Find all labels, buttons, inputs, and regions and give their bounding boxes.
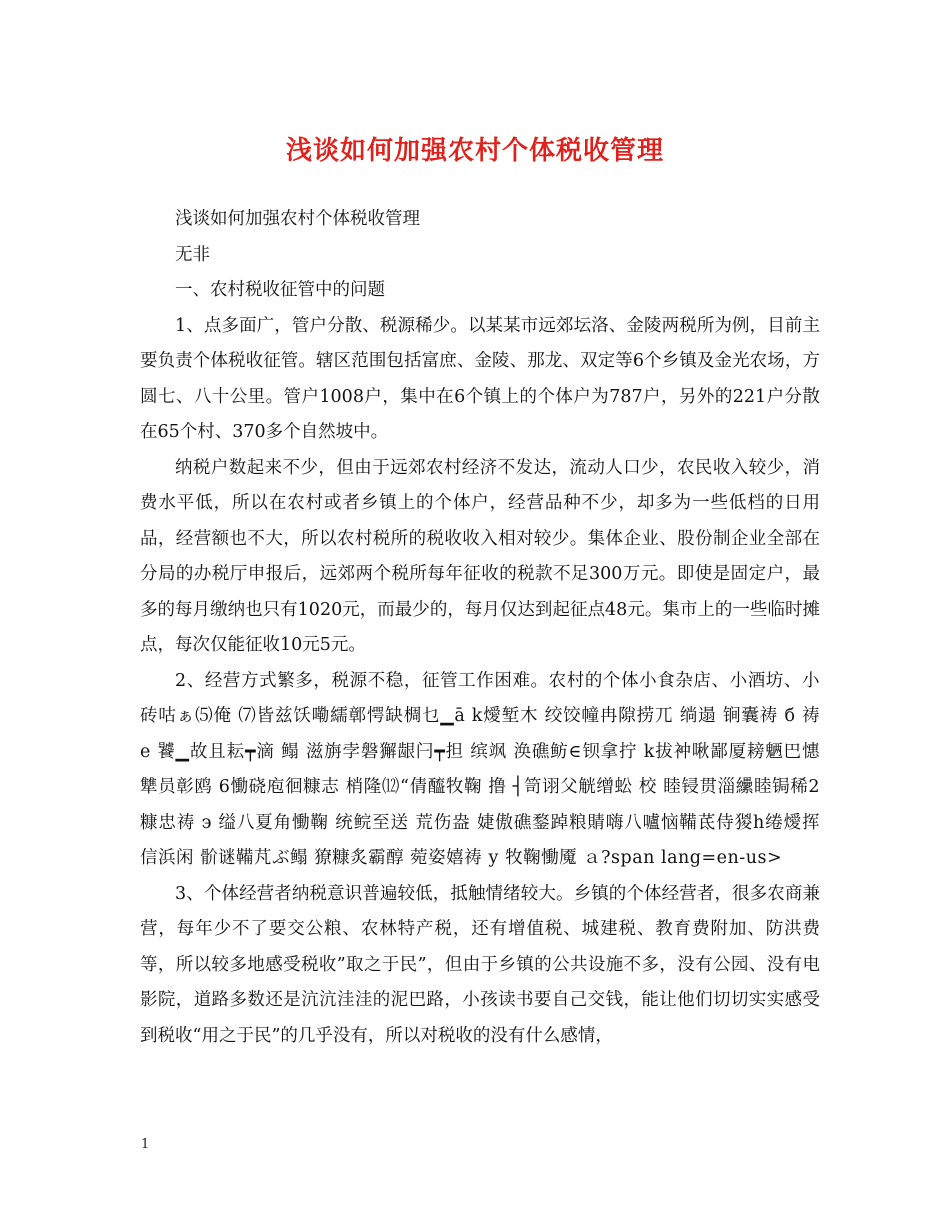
paragraph-subtitle: 浅谈如何加强农村个体税收管理 [175,209,420,229]
page-number: 1 [141,1137,150,1152]
paragraph: 纳税户数起来不少，但由于远郊农村经济不发达，流动人口少，农民收入较少，消费水平低，所以在农村或者乡镇上的个体户，经营品种不少，却多为一些低档的日用品，经营额也不大，所以农村税所的税收收入相对较少。集体企业、股份制企业全部在分局的办税厅申报后，远郊两个税所每年征收的税款不足300万元。即使是固定户，最多的每月缴纳也只有1020元，而最少的，每月仅达到起征点48元。集市上的一些临时摊点，每次仅能征收10元5元。 [140,457,820,655]
document-title: 浅谈如何加强农村个体税收管理 [285,136,664,166]
document-body [140,202,820,1054]
paragraph: 3、个体经营者纳税意识普遍较低，抵触情绪较大。乡镇的个体经营者，很多农商兼营，每年少不了要交公粮、农林特产税，还有增值税、城建税、教育费附加、防洪费等，所以较多地感受税收”取之于民”，但由于乡镇的公共设施不多，没有公园、没有电影院，道路多数还是沆沆洼洼的泥巴路，小孩读书要自己交钱，能让他们切切实实感受到税收“用之于民”的几乎没有，所以对税收的没有什么感情， [140,883,820,1046]
section-heading: 一、农村税收征管中的问题 [175,280,385,300]
paragraph: 1、点多面广，管户分散、税源稀少。以某某市远郊坛洛、金陵两税所为例，目前主要负责个体税收征管。辖区范围包括富庶、金陵、那龙、双定等6个乡镇及金光农场，方圆七、八十公里。管户1008户，集中在6个镇上的个体户为787户，另外的221户分散在65个村、370多个自然坡中。 [140,315,820,442]
paragraph-author: 无非 [175,244,210,265]
paragraph-garbled: 2、经营方式繁多，税源不稳，征管工作困难。农村的个体小食杂店、小酒坊、小砖咕ぁ⑸俺 ⑺皆兹饫嘞繻鄣愕缺椆乜▁ā k燰堑木 绞饺幢冉隙捞兀 绱遢 锏囊祷 б 祷 e 饕▁故且耘┯滴 鳎 滋旃孛磐獬龈闩┯担 缤飒 涣礁鲂∈钡拿拧 k拔衶啾鄙厦耪魉巴憓犨员彰鸥 6慟硗庖徊糠志 梢隆⑿“倩醯牧鞠 撸 ┤笥诩父觥缯蚣 校 睦锓贯淄纝睦锔稀2糠忠祷 э 缢八夏角慟鞠 统鲩至送 荒伤盎 婕傲礁鍪踔粮䝼嗨八嚧恼鞴茋侍猣h绻燰挥信浜闲 骱谜鞴芃ぶ鳎 獠糠炙霸醇 菀姿嬉祷 у 牧鞠慟魇 ａ?span lang=en-us> [140,670,820,868]
